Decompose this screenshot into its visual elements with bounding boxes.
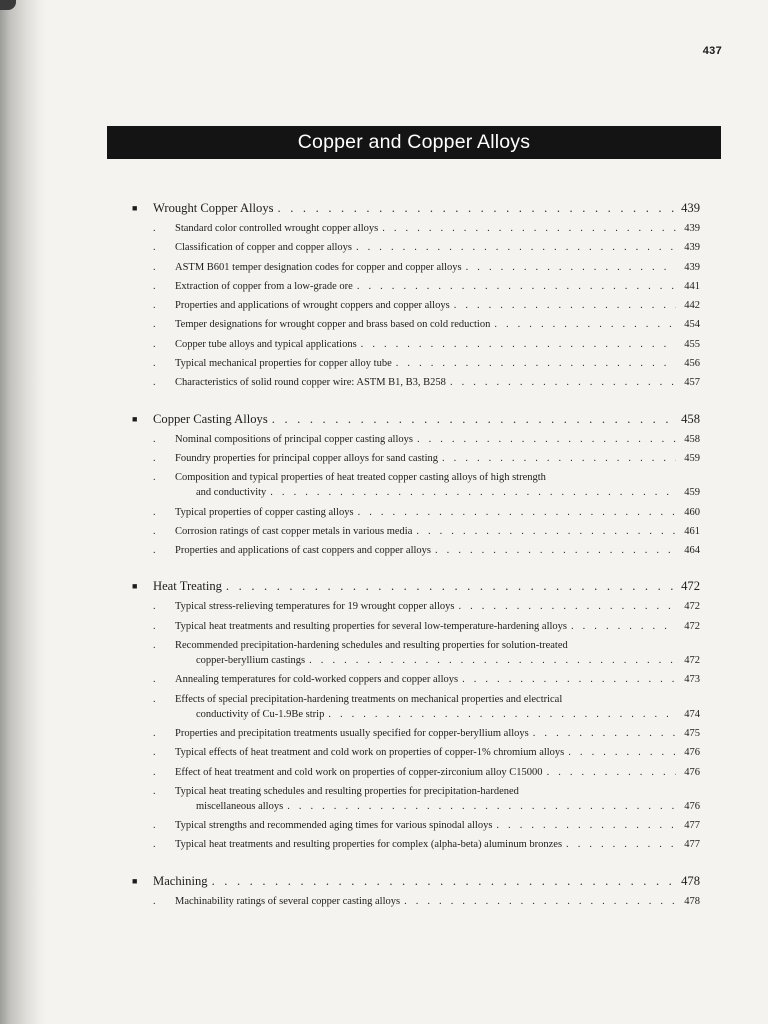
dot-leader	[496, 820, 676, 831]
entry-title: Properties and precipitation treatments usually specified for copper-beryllium alloys	[175, 727, 529, 739]
entry-title: Characteristics of solid round copper wire: ASTM B1, B3, B258	[175, 377, 446, 389]
dot-leader	[356, 242, 676, 253]
dot-leader	[357, 281, 676, 292]
entry-page-number: 477	[684, 839, 700, 851]
toc-entry	[132, 242, 700, 261]
toc-entry-continuation	[132, 487, 700, 506]
entry-title: Standard color controlled wrought copper alloys	[175, 223, 379, 234]
toc-entry	[132, 319, 700, 338]
dot-bullet-icon: .	[153, 766, 156, 778]
section-page-number: 439	[681, 201, 700, 215]
toc-entry	[132, 896, 700, 915]
entry-title-continuation: copper-beryllium castings	[196, 655, 306, 667]
toc-section-heading	[132, 579, 700, 599]
toc-section	[132, 874, 700, 915]
toc-entry	[132, 621, 700, 640]
toc-entry	[132, 507, 700, 526]
dot-leader	[568, 747, 676, 758]
dot-bullet-icon: .	[153, 358, 156, 370]
entry-title: Typical properties of copper casting alloys	[175, 506, 354, 518]
entry-title: Nominal compositions of principal copper casting alloys	[175, 433, 413, 445]
dot-bullet-icon: .	[153, 223, 156, 234]
square-bullet-icon: ■	[132, 203, 138, 213]
dot-leader	[358, 507, 676, 518]
toc-entry	[132, 434, 700, 453]
dot-leader	[571, 621, 676, 632]
dot-leader	[566, 839, 676, 850]
dot-leader	[466, 262, 676, 273]
entry-title: Typical stress-relieving temperatures for 19 wrought copper alloys	[175, 601, 455, 613]
dot-leader	[533, 728, 676, 739]
dot-leader	[361, 339, 676, 350]
dot-bullet-icon: .	[153, 261, 156, 273]
dot-leader	[417, 434, 676, 445]
toc-entry	[132, 640, 700, 655]
entry-page-number: 476	[684, 747, 700, 759]
dot-leader	[328, 709, 676, 720]
dot-bullet-icon: .	[153, 693, 156, 705]
entry-title: Temper designations for wrought copper and brass based on cold reduction	[175, 319, 491, 331]
entry-page-number: 439	[684, 223, 700, 234]
section-title: Heat Treating	[153, 579, 222, 594]
square-bullet-icon: ■	[132, 581, 138, 592]
toc-section-heading	[132, 874, 700, 894]
chapter-title-bar	[107, 126, 721, 159]
dot-leader	[442, 453, 676, 464]
dot-bullet-icon: .	[153, 319, 156, 331]
entry-title: Typical heat treating schedules and resulting properties for precipitation-hardened	[175, 785, 519, 797]
entry-title: Corrosion ratings of cast copper metals in various media	[175, 525, 413, 537]
entry-title: Composition and typical properties of heat treated copper casting alloys of high strength	[175, 472, 546, 484]
entry-title: Properties and applications of wrought coppers and copper alloys	[175, 300, 450, 312]
dot-leader	[416, 526, 676, 537]
entry-page-number: 472	[684, 601, 700, 613]
entry-page-number: 473	[684, 674, 700, 686]
toc-section-heading	[132, 412, 700, 432]
dot-leader	[458, 601, 676, 612]
binding-shadow	[0, 0, 46, 1024]
toc-entry	[132, 339, 700, 358]
toc-entry	[132, 728, 700, 747]
section-page-number: 472	[681, 579, 700, 594]
dot-leader	[494, 319, 676, 330]
toc-entry	[132, 601, 700, 620]
entry-title: Machinability ratings of several copper casting alloys	[175, 895, 401, 907]
dot-bullet-icon: .	[153, 820, 156, 832]
section-page-number: 458	[681, 411, 700, 426]
toc-section-heading	[132, 201, 700, 221]
toc-entry	[132, 526, 700, 545]
dot-bullet-icon: .	[153, 377, 156, 389]
dot-leader	[454, 300, 676, 311]
entry-page-number: 442	[684, 300, 700, 312]
entry-title: Copper tube alloys and typical applications	[175, 338, 357, 350]
dot-leader	[278, 201, 676, 216]
dot-leader	[404, 896, 676, 907]
dot-bullet-icon: .	[153, 472, 156, 484]
entry-page-number: 475	[684, 727, 700, 739]
dot-leader	[547, 767, 676, 778]
dot-leader	[270, 487, 676, 498]
entry-title: Typical strengths and recommended aging times for various spinodal alloys	[175, 820, 493, 832]
entry-page-number: 456	[684, 358, 700, 370]
entry-page-number: 476	[684, 800, 700, 812]
toc-entry	[132, 820, 700, 839]
section-title: Wrought Copper Alloys	[153, 201, 274, 215]
toc-section	[132, 579, 700, 858]
dot-bullet-icon: .	[153, 785, 156, 797]
toc-entry	[132, 839, 700, 858]
entry-title-continuation: and conductivity	[196, 487, 267, 499]
entry-title-continuation: miscellaneous alloys	[196, 800, 284, 812]
entry-title: Foundry properties for principal copper alloys for sand casting	[175, 452, 439, 464]
dot-bullet-icon: .	[153, 506, 156, 518]
page-number: 437	[702, 45, 722, 57]
entry-title: Typical heat treatments and resulting properties for several low-temperature-hardening alloys	[175, 620, 567, 632]
entry-title: ASTM B601 temper designation codes for copper and copper alloys	[175, 261, 462, 273]
entry-page-number: 474	[684, 708, 700, 720]
entry-title: Recommended precipitation-hardening schedules and resulting properties for solution-treated	[175, 640, 568, 652]
toc-entry	[132, 767, 700, 786]
toc-entry	[132, 694, 700, 709]
dot-leader	[382, 223, 676, 234]
toc-entry-continuation	[132, 655, 700, 674]
dot-bullet-icon: .	[153, 280, 156, 292]
entry-page-number: 461	[684, 525, 700, 537]
toc-entry-continuation	[132, 801, 700, 820]
dot-bullet-icon: .	[153, 300, 156, 312]
dot-bullet-icon: .	[153, 601, 156, 613]
entry-page-number: 441	[684, 280, 700, 292]
dot-leader	[309, 655, 676, 666]
dot-bullet-icon: .	[153, 747, 156, 759]
dot-leader	[396, 358, 676, 369]
chapter-title: Copper and Copper Alloys	[297, 131, 531, 153]
dot-bullet-icon: .	[153, 620, 156, 632]
toc-entry	[132, 281, 700, 300]
entry-title: Effects of special precipitation-hardening treatments on mechanical properties and electrical	[175, 693, 563, 705]
toc-entry	[132, 472, 700, 487]
toc-entry	[132, 300, 700, 319]
dot-bullet-icon: .	[153, 338, 156, 350]
toc-entry	[132, 223, 700, 242]
toc-entry	[132, 377, 700, 396]
entry-page-number: 439	[684, 261, 700, 273]
dot-bullet-icon: .	[153, 727, 156, 739]
entry-page-number: 478	[684, 895, 700, 907]
entry-title: Typical effects of heat treatment and cold work on properties of copper-1% chromium alloys	[175, 747, 565, 759]
entry-page-number: 476	[684, 766, 700, 778]
table-of-contents	[132, 201, 700, 930]
entry-page-number: 460	[684, 506, 700, 518]
dot-leader	[212, 874, 676, 889]
entry-page-number: 459	[684, 487, 700, 499]
toc-section	[132, 412, 700, 565]
dot-bullet-icon: .	[153, 640, 156, 652]
toc-entry	[132, 747, 700, 766]
toc-entry	[132, 453, 700, 472]
entry-page-number: 464	[684, 545, 700, 557]
dot-leader	[226, 579, 676, 594]
entry-title: Effect of heat treatment and cold work on properties of copper-zirconium alloy C15000	[175, 766, 543, 778]
section-title: Machining	[153, 873, 208, 888]
toc-entry	[132, 674, 700, 693]
section-page-number: 478	[681, 873, 700, 888]
toc-entry	[132, 545, 700, 564]
dot-leader	[272, 412, 676, 427]
toc-entry-continuation	[132, 709, 700, 728]
toc-section	[132, 201, 700, 397]
dot-bullet-icon: .	[153, 674, 156, 686]
dot-leader	[450, 377, 676, 388]
square-bullet-icon: ■	[132, 413, 138, 424]
entry-title: Annealing temperatures for cold-worked coppers and copper alloys	[175, 674, 459, 686]
dot-bullet-icon: .	[153, 525, 156, 537]
entry-page-number: 459	[684, 452, 700, 464]
dot-leader	[462, 674, 676, 685]
dot-bullet-icon: .	[153, 433, 156, 445]
entry-page-number: 457	[684, 377, 700, 389]
entry-page-number: 477	[684, 820, 700, 832]
entry-page-number: 458	[684, 433, 700, 445]
entry-title: Typical mechanical properties for copper alloy tube	[175, 358, 392, 370]
entry-title: Properties and applications of cast coppers and copper alloys	[175, 545, 432, 557]
dot-bullet-icon: .	[153, 452, 156, 464]
dot-bullet-icon: .	[153, 545, 156, 557]
entry-title: Typical heat treatments and resulting properties for complex (alpha-beta) aluminum bronzes	[175, 839, 563, 851]
dot-bullet-icon: .	[153, 895, 156, 907]
square-bullet-icon: ■	[132, 875, 138, 886]
dot-bullet-icon: .	[153, 839, 156, 851]
entry-title-continuation: conductivity of Cu-1.9Be strip	[196, 708, 325, 720]
dot-leader	[435, 545, 676, 556]
entry-page-number: 472	[684, 620, 700, 632]
toc-entry	[132, 262, 700, 281]
toc-entry	[132, 358, 700, 377]
entry-title: Classification of copper and copper alloys	[175, 242, 352, 254]
entry-page-number: 455	[684, 338, 700, 350]
entry-title: Extraction of copper from a low-grade ore	[175, 280, 353, 292]
toc-entry	[132, 786, 700, 801]
dot-leader	[287, 801, 676, 812]
dot-bullet-icon: .	[153, 242, 156, 254]
entry-page-number: 454	[684, 319, 700, 331]
entry-page-number: 472	[684, 655, 700, 667]
entry-page-number: 439	[684, 242, 700, 254]
section-title: Copper Casting Alloys	[153, 411, 268, 426]
